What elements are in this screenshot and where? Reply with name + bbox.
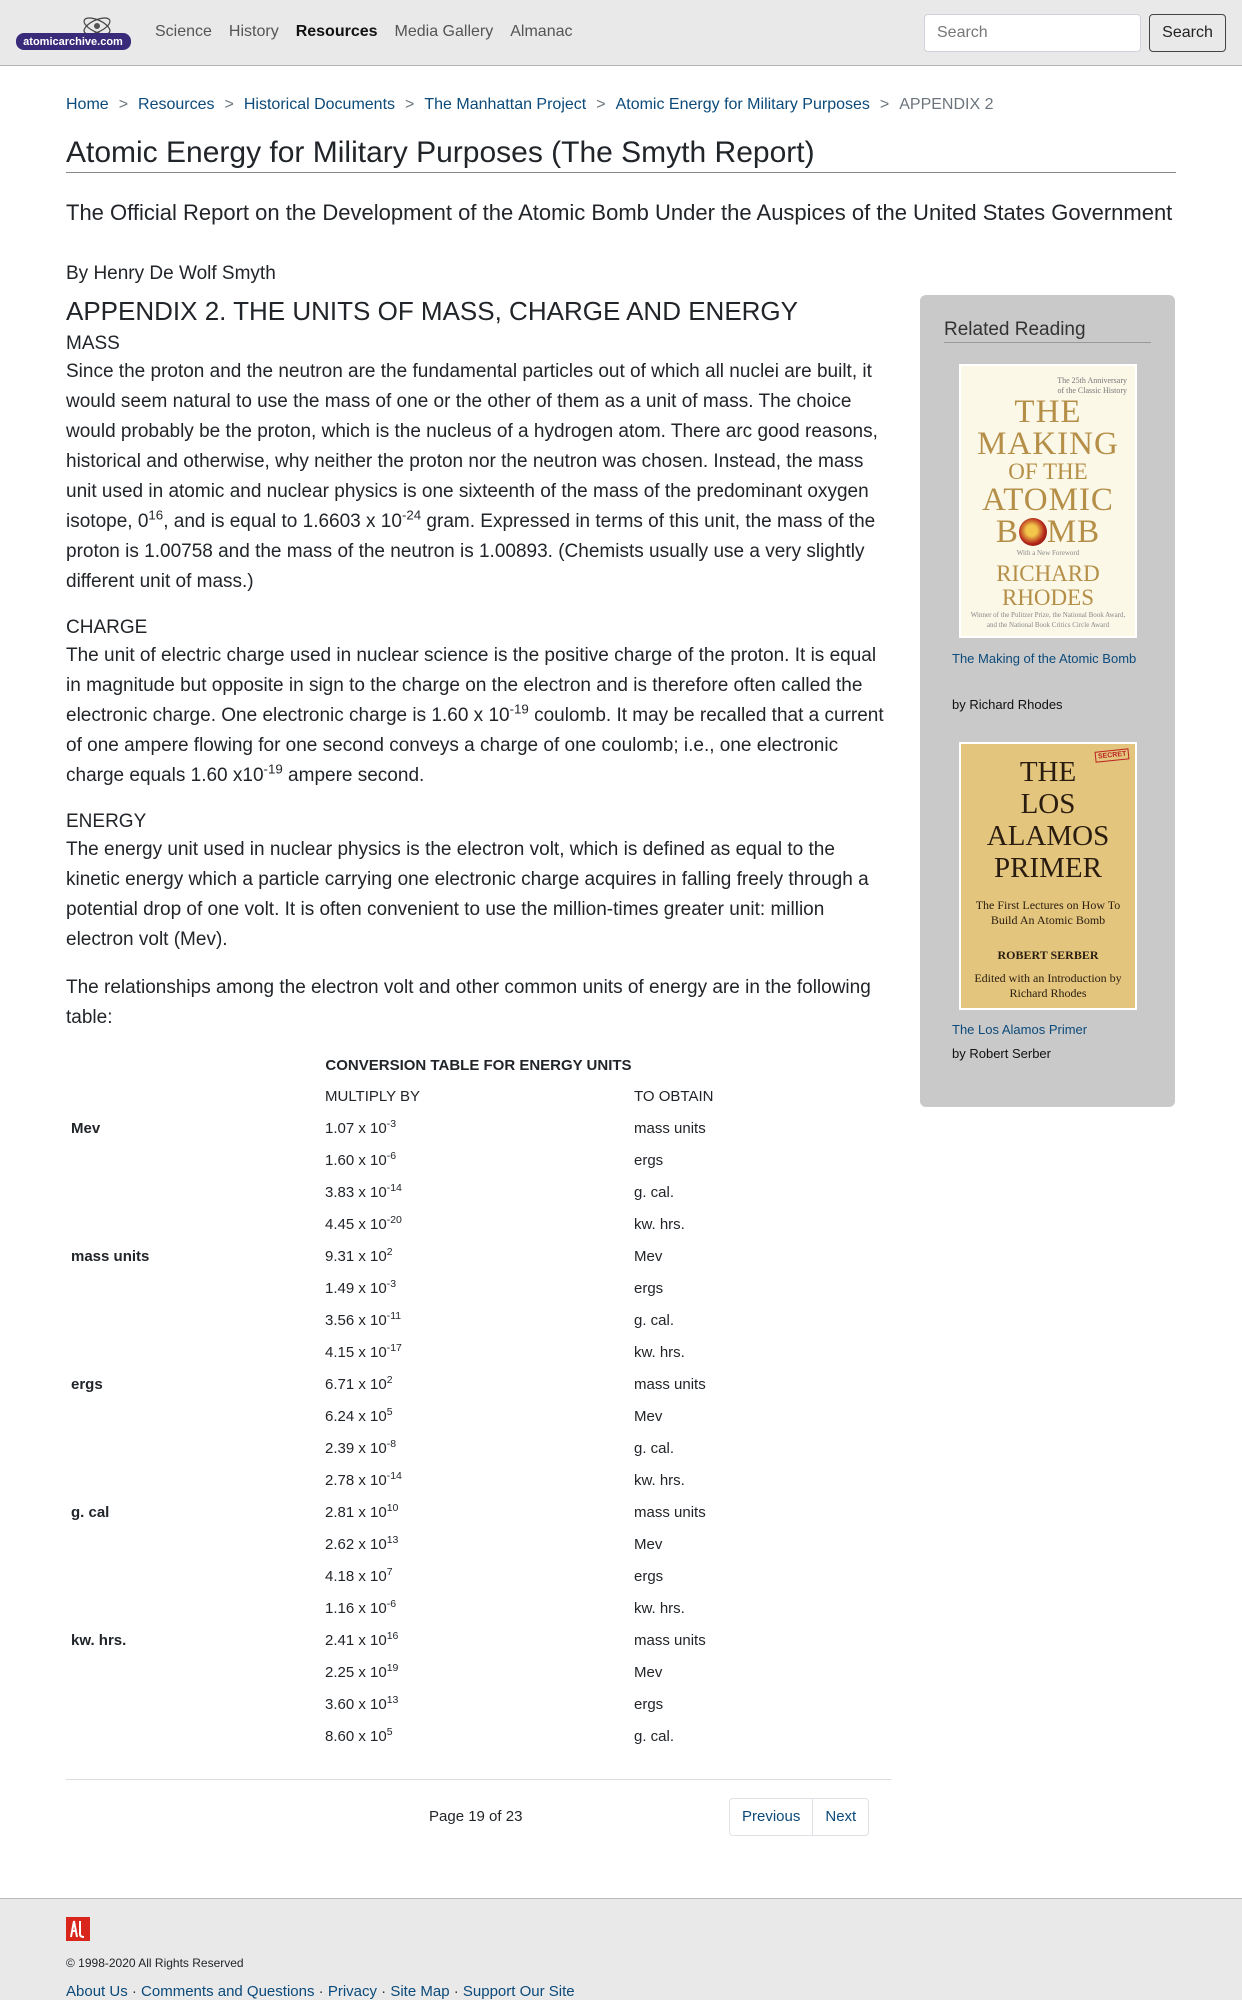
table-row <box>66 1528 891 1560</box>
table-header-row <box>66 1080 891 1112</box>
breadcrumb-current: APPENDIX 2 <box>899 96 994 113</box>
row-multiplier: 3.56 x $10^{-11}$ <box>325 1309 402 1329</box>
row-target-unit: kw. hrs. <box>634 1343 685 1361</box>
row-multiplier: 3.83 x $10^{-14}$ <box>325 1181 402 1201</box>
previous-page-button[interactable]: Previous <box>742 1808 801 1825</box>
nav-science[interactable]: Science <box>155 23 212 40</box>
table-row <box>66 1208 891 1240</box>
row-source-unit <box>66 1592 320 1624</box>
footer-separator: · <box>318 1983 324 2000</box>
breadcrumb-separator: > <box>224 96 234 113</box>
conversion-table <box>66 1051 891 1752</box>
row-target-unit: Mev <box>634 1535 663 1553</box>
table-row <box>66 1176 891 1208</box>
book-link-making-of-atomic-bomb[interactable]: The Making of the Atomic Bomb <box>952 651 1137 666</box>
row-multiplier: 2.39 x $10^{-8}$ <box>325 1437 397 1457</box>
footer-separator: · <box>131 1983 137 2000</box>
footer-logo-icon <box>66 1917 90 1941</box>
table-row <box>66 1656 891 1688</box>
row-multiplier: 9.31 x $10^2$ <box>325 1245 393 1265</box>
pager <box>66 1779 891 1839</box>
logo-text: atomicarchive.com <box>23 36 123 48</box>
page-count: Page 19 of 23 <box>429 1808 523 1825</box>
section-heading-charge: CHARGE <box>66 617 148 638</box>
table-row <box>66 1368 891 1400</box>
table-row <box>66 1560 891 1592</box>
row-source-unit: g. cal <box>71 1503 110 1521</box>
related-reading-sidebar <box>920 295 1175 1107</box>
nav-media-gallery[interactable]: Media Gallery <box>394 23 494 40</box>
pager-buttons <box>729 1798 869 1836</box>
main-nav <box>155 0 572 64</box>
footer-link-about[interactable]: About Us <box>66 1983 128 2000</box>
row-source-unit: kw. hrs. <box>71 1631 127 1649</box>
row-target-unit: g. cal. <box>634 1311 675 1329</box>
row-multiplier: 2.62 x $10^{13}$ <box>325 1533 399 1553</box>
row-target-unit: mass units <box>634 1375 706 1393</box>
footer-link-comments[interactable]: Comments and Questions <box>141 1983 315 2000</box>
footer-separator: · <box>381 1983 387 2000</box>
breadcrumb-manhattan-project[interactable]: The Manhattan Project <box>424 96 587 113</box>
row-multiplier: 6.71 x $10^2$ <box>325 1373 393 1393</box>
section-heading-energy: ENERGY <box>66 811 147 832</box>
sidebar-title: Related Reading <box>944 319 1151 343</box>
table-row <box>66 1144 891 1176</box>
row-source-unit <box>66 1656 320 1688</box>
breadcrumb-atomic-energy[interactable]: Atomic Energy for Military Purposes <box>615 96 870 113</box>
footer-separator: · <box>453 1983 459 2000</box>
nav-resources[interactable]: Resources <box>295 23 378 40</box>
table-row <box>66 1272 891 1304</box>
row-target-unit: Mev <box>634 1247 663 1265</box>
site-logo[interactable] <box>15 12 132 54</box>
book-link-los-alamos-primer[interactable]: The Los Alamos Primer <box>952 1022 1088 1037</box>
row-target-unit: kw. hrs. <box>634 1599 685 1617</box>
breadcrumb-historical-documents[interactable]: Historical Documents <box>243 96 396 113</box>
table-row <box>66 1688 891 1720</box>
report-subtitle: The Official Report on the Development of the Atomic Bomb Under the Auspices of the United States Government <box>66 200 1173 225</box>
table-row <box>66 1336 891 1368</box>
navbar <box>0 0 1242 66</box>
row-target-unit: mass units <box>634 1631 706 1649</box>
table-caption: CONVERSION TABLE FOR ENERGY UNITS <box>325 1057 632 1074</box>
nav-almanac[interactable]: Almanac <box>510 23 573 40</box>
row-target-unit: kw. hrs. <box>634 1215 685 1233</box>
row-source-unit: mass units <box>71 1247 150 1265</box>
row-multiplier: 4.45 x $10^{-20}$ <box>325 1213 402 1233</box>
footer-link-privacy[interactable]: Privacy <box>327 1983 377 2000</box>
book-cover-los-alamos-primer[interactable]: SECRET THE LOS ALAMOS PRIMER The First Lectures on How To Build An Atomic Bomb ROBERT SERBER Edited with an Introduction by Richard Rhodes <box>959 742 1137 1010</box>
row-multiplier: 4.18 x $10^7$ <box>325 1565 393 1585</box>
row-target-unit: mass units <box>634 1503 706 1521</box>
row-source-unit: Mev <box>71 1119 101 1137</box>
footer-links <box>66 1983 575 2000</box>
row-multiplier: 8.60 x $10^5$ <box>325 1725 393 1745</box>
row-target-unit: kw. hrs. <box>634 1471 685 1489</box>
row-multiplier: 4.15 x $10^{-17}$ <box>325 1341 402 1361</box>
column-header-obtain: TO OBTAIN <box>634 1087 714 1105</box>
breadcrumb <box>66 96 994 114</box>
column-header-multiply: MULTIPLY BY <box>325 1087 421 1105</box>
charge-paragraph: The unit of electric charge used in nuclear science is the positive charge of the proton. It is equal in magnitude but opposite in sign to the charge on the electron and is therefore often called the electronic charge. One electronic charge is 1.60 x $10^{-19}$ coulomb. It may be recalled that a current of one ampere flowing for one second conveys a charge of one coulomb; i.e., one electronic charge equals 1.60 $x10^{-19}$ ampere second. <box>66 645 884 786</box>
mass-paragraph: Since the proton and the neutron are the fundamental particles out of which all nuclei are built, it would seem natural to use the mass of one or the other of them as a unit of mass. The choice would probably be the proton, which is the nucleus of a hydrogen atom. There arc good reasons, historical and otherwise, why neither the proton nor the neutron was chosen. Instead, the mass unit used in atomic and nuclear physics is one sixteenth of the mass of the predominant oxygen isotope, $0^{16}$, and is equal to 1.6603 x $10^{-24}$ gram. Expressed in terms of this unit, the mass of the proton is 1.00758 and the mass of the neutron is 1.00893. (Chemists usually use a very slightly different unit of mass.) <box>66 361 878 592</box>
breadcrumb-separator: > <box>405 96 415 113</box>
row-source-unit <box>66 1144 320 1176</box>
table-row <box>66 1624 891 1656</box>
table-row <box>66 1464 891 1496</box>
breadcrumb-separator: > <box>118 96 129 113</box>
row-multiplier: 2.41 x $10^{16}$ <box>325 1629 399 1649</box>
row-target-unit: ergs <box>634 1567 664 1585</box>
row-target-unit: Mev <box>634 1663 663 1681</box>
table-row <box>66 1400 891 1432</box>
copyright-text: © 1998-2020 All Rights Reserved <box>66 1956 244 1970</box>
row-multiplier: 2.25 x $10^{19}$ <box>325 1661 399 1681</box>
row-target-unit: g. cal. <box>634 1439 675 1457</box>
nav-history[interactable]: History <box>228 23 279 40</box>
breadcrumb-resources[interactable]: Resources <box>138 96 215 113</box>
page-title: Atomic Energy for Military Purposes (The Smyth Report) <box>66 136 1176 173</box>
appendix-title: APPENDIX 2. THE UNITS OF MASS, CHARGE AND ENERGY <box>66 296 798 326</box>
breadcrumb-home[interactable]: Home <box>66 96 109 113</box>
row-multiplier: 3.60 x $10^{13}$ <box>325 1693 399 1713</box>
row-multiplier: 1.07 x $10^{-3}$ <box>325 1117 397 1137</box>
table-row <box>66 1304 891 1336</box>
row-multiplier: 1.49 x $10^{-3}$ <box>325 1277 397 1297</box>
row-multiplier: 2.78 x $10^{-14}$ <box>325 1469 402 1489</box>
row-source-unit <box>66 1272 320 1304</box>
book-cover-making-of-atomic-bomb[interactable]: The 25th Anniversary of the Classic History THE MAKING OF THE ATOMIC B MB With a New Foreword RICHARD RHODES Winner of the Pulitzer Prize, the National Book Award, and the National Book Critics Circle Award <box>959 364 1137 638</box>
bomb-explosion-icon <box>1019 518 1047 546</box>
table-row <box>66 1496 891 1528</box>
main-content <box>66 295 891 1752</box>
breadcrumb-separator: > <box>596 96 606 113</box>
footer-link-site-map[interactable]: Site Map <box>390 1983 450 2000</box>
next-page-button[interactable]: Next <box>812 1799 868 1835</box>
row-source-unit <box>66 1464 320 1496</box>
row-source-unit <box>66 1336 320 1368</box>
row-multiplier: 1.16 x $10^{-6}$ <box>325 1597 397 1617</box>
table-row <box>66 1432 891 1464</box>
footer <box>0 1898 1242 2000</box>
row-target-unit: g. cal. <box>634 1727 675 1745</box>
table-row <box>66 1240 891 1272</box>
energy-paragraph: The energy unit used in nuclear physics is the electron volt, which is defined as equal to the kinetic energy which a particle carrying one electronic charge acquires in falling freely through a potential drop of one volt. It is often convenient to use the million-times greater unit: million electron volt (Mev). <box>66 839 869 950</box>
row-target-unit: Mev <box>634 1407 663 1425</box>
row-source-unit <box>66 1208 320 1240</box>
footer-link-support[interactable]: Support Our Site <box>462 1983 575 2000</box>
row-source-unit <box>66 1304 320 1336</box>
row-target-unit: ergs <box>634 1151 664 1169</box>
relationships-paragraph: The relationships among the electron volt and other common units of energy are in the following table: <box>66 977 871 1028</box>
row-source-unit: ergs <box>71 1375 103 1393</box>
section-heading-mass: MASS <box>66 333 120 354</box>
search-button[interactable]: Search <box>1149 14 1226 52</box>
row-multiplier: 2.81 x $10^{10}$ <box>325 1501 399 1521</box>
table-row <box>66 1112 891 1144</box>
row-source-unit <box>66 1176 320 1208</box>
table-row <box>66 1720 891 1752</box>
row-target-unit: ergs <box>634 1695 664 1713</box>
row-source-unit <box>66 1528 320 1560</box>
table-row <box>66 1592 891 1624</box>
row-target-unit: mass units <box>634 1119 706 1137</box>
row-target-unit: g. cal. <box>634 1183 675 1201</box>
row-source-unit <box>66 1720 320 1752</box>
row-source-unit <box>66 1400 320 1432</box>
row-multiplier: 1.60 x $10^{-6}$ <box>325 1149 397 1169</box>
row-multiplier: 6.24 x $10^5$ <box>325 1405 393 1425</box>
book-author-serber: by Robert Serber <box>952 1046 1051 1061</box>
row-source-unit <box>66 1688 320 1720</box>
breadcrumb-separator: > <box>879 96 890 113</box>
book-author-rhodes: by Richard Rhodes <box>952 697 1063 712</box>
row-source-unit <box>66 1560 320 1592</box>
row-target-unit: ergs <box>634 1279 664 1297</box>
search-input[interactable] <box>924 14 1141 52</box>
report-author: By Henry De Wolf Smyth <box>66 263 276 284</box>
row-source-unit <box>66 1432 320 1464</box>
